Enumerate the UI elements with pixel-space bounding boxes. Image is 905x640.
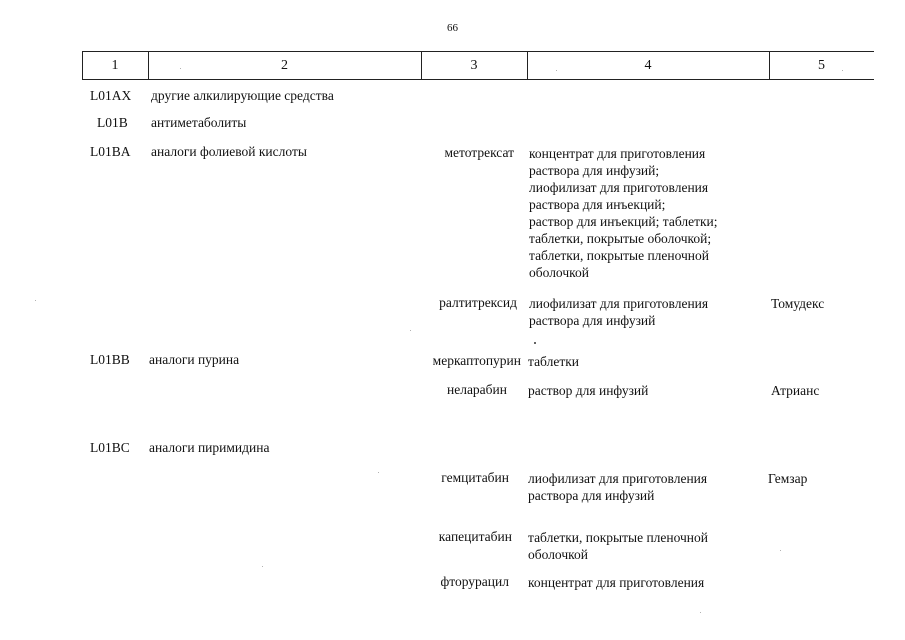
brand-name: Гемзар (768, 471, 808, 486)
dosage-form-line: раствора для инфузий (528, 488, 655, 503)
page-number: 66 (447, 22, 458, 34)
column-header: 5 (818, 58, 825, 73)
drug-name: метотрексат (444, 145, 514, 160)
atc-code: L01AX (90, 88, 132, 103)
dosage-forms (528, 529, 708, 563)
column-header: 2 (281, 58, 288, 73)
atc-code: L01BB (90, 352, 130, 367)
atc-group: аналоги фолиевой кислоты (151, 144, 307, 159)
atc-code: L01BC (90, 440, 130, 455)
dosage-forms (528, 382, 648, 399)
atc-group: антиметаболиты (151, 115, 247, 130)
atc-group: аналоги пурина (149, 352, 240, 367)
column-header: 4 (644, 58, 652, 73)
dosage-form-line: раствора для инъекций; (529, 197, 666, 212)
dosage-form-line: оболочкой (529, 265, 589, 280)
dosage-form-line: раствора для инфузий (529, 313, 656, 328)
dosage-form-line: лиофилизат для приготовления (529, 296, 709, 311)
dosage-forms (528, 353, 579, 370)
dosage-forms (528, 470, 707, 504)
drug-name: неларабин (446, 382, 507, 397)
atc-group: аналоги пиримидина (149, 440, 270, 455)
drug-name: гемцитабин (441, 470, 509, 485)
dosage-form-line: таблетки, покрытые оболочкой; (529, 231, 712, 246)
brand-name: Томудекс (771, 296, 825, 311)
dosage-forms (528, 574, 704, 591)
dosage-form-line: лиофилизат для приготовления (529, 180, 709, 195)
atc-code: L01B (97, 115, 128, 130)
scan-speckle (35, 300, 36, 301)
dosage-form-line: концентрат для приготовления (528, 575, 705, 590)
dosage-form-line: лиофилизат для приготовления (528, 471, 708, 486)
dosage-form-line: раствор для инъекций; таблетки; (529, 214, 718, 229)
dosage-forms (529, 295, 708, 329)
dosage-form-line: таблетки, покрытые пленочной (528, 530, 709, 545)
dosage-form-line: раствора для инфузий; (529, 163, 660, 178)
drug-name: фторурацил (440, 574, 509, 589)
dosage-form-line: оболочкой (528, 547, 588, 562)
atc-group: другие алкилирующие средства (151, 88, 334, 103)
atc-code: L01BA (90, 144, 131, 159)
dosage-form-line: концентрат для приготовления (529, 146, 706, 161)
table-header-bottom-rule (82, 79, 874, 80)
drug-name: ралтитрексид (439, 295, 517, 310)
drug-name: капецитабин (438, 529, 512, 544)
dosage-form-line: таблетки, покрытые пленочной (529, 248, 710, 263)
scan-speckle (534, 342, 536, 344)
brand-name: Атрианс (771, 383, 820, 398)
scan-speckle (262, 566, 263, 567)
dosage-form-line: раствор для инфузий (528, 383, 649, 398)
scan-speckle (780, 550, 781, 551)
column-header: 1 (111, 58, 119, 73)
dosage-form-line: таблетки (528, 354, 580, 369)
scan-speckle (410, 330, 411, 331)
scan-speckle (700, 612, 701, 613)
drug-name: меркаптопурин (432, 353, 521, 368)
column-header: 3 (470, 58, 478, 73)
dosage-forms (529, 145, 718, 281)
